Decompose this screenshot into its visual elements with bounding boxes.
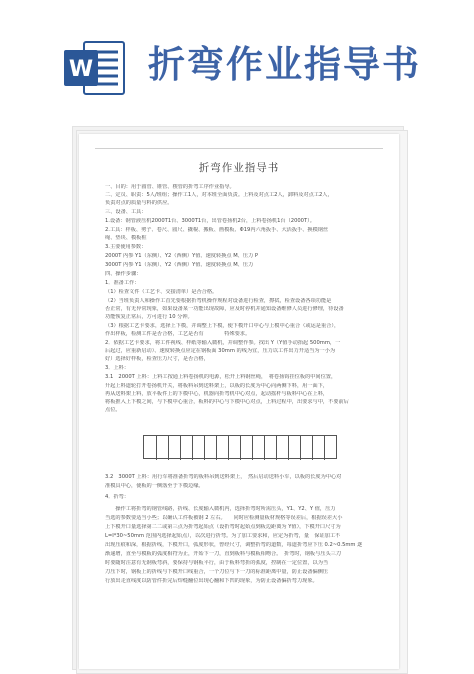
text-line: （2）当班负责人和操作工首先要根据折弯机操作规程对设备进行检查，擦拭，检查设备各项功能是 [105,298,332,304]
document-page [79,134,399,669]
word-logo-letter: W [68,57,94,82]
word-document-icon [62,38,126,98]
text-line: 4．折弯： [105,494,130,500]
diagram-tick [192,436,193,460]
diagram-tick [156,436,157,460]
text-line: 2000T 内参 Y1（东侧）、Y2（西侧）Y值、速度转换点 M、压力 P [105,253,259,259]
document-title: 折弯作业指导书 [198,162,280,174]
diagram-tick [324,436,325,460]
diagram-tick [264,436,265,460]
page-top-rule [95,148,383,149]
text-line: 3.1 2000T 上料：上料工按通上料卷扬机的电源，松开上料钢丝绳， 将卷扬钩挂位板的中间位置， [105,374,337,380]
text-line: 点位。 [105,407,121,413]
diagram-tick [300,436,301,460]
text-line: 再从送料架上料，放平板件上的下模中心，机器向折弯机中心对点，起动摇杆与板料中心在上料， [105,391,329,397]
diagram-tick [312,436,313,460]
text-line: 升起上料道轮打开卷扬机开关，将板料吊到送料架上，以板的长度为中心向两侧下料，用一面下， [105,383,329,389]
text-line: 操作工将折弯的钢管线路，折线、长度输入微机内，选择折弯时所需压头，Y1、Y2、Y 值，压力 [105,506,336,512]
text-line: 1．准备工作： [105,280,140,286]
text-line: 3000T 内参 Y1（东侧）、Y2（西侧）Y值、速度转换点 M、压力 [105,262,254,268]
page-header [0,0,474,118]
text-line: 3.2 3000T 上料：用行车将准备折弯的板料吊到送料架上， 然后启动送料小车，以板的长度为中心对 [105,474,342,480]
diagram-tick [276,436,277,460]
text-line: 后起过，应重新启动）、速度转换点应定在钢板面 30mm 的线为宜，压力以工件出力开适当为一小为 [105,348,336,354]
text-line: 2．依据工艺卡要求，将工件视线、样纸等输入微机，并调整作参。找出 Y（Y值手动抬起 500mm，一 [105,340,341,346]
text-line: 行放出走直线度以防管件折完后焊缝翻位出现心翻和下凹的现象，为防止设备偏折弯力现象。 [105,578,318,584]
text-line: 渐递增，直至与模板的弧度相符为止，开始下一刀，直到板料与模板相吻合。 折弯时，钢板与压头三刀 [105,551,342,557]
diagram-tick [288,436,289,460]
diagram-tick [204,436,205,460]
page-title: 折弯作业指导书 [148,43,421,86]
text-line: 出现压痕和深，根据折线，下模开口，弧度形状，曾经尺寸，调整折弯的道数，每道折弯应下压 0.2~0.5mm 逐 [105,542,363,548]
diagram-tick [252,436,253,460]
text-line: 一、目的：用于圆管、锥管、梭管的折弯工序作业指导。 [105,184,235,190]
text-line: 3．上料： [105,365,130,371]
text-line: L=I*30~50mm 范围内选择起始点），以次进行折弯。为了加工要求和，应定为折弯，量 保证加工不 [105,533,341,539]
text-line: （3）根据工艺卡要求，选择上下模，并调整上下模，使下模开口中心与上模中心重合（或运是重合）， [105,323,340,329]
text-line: 2.工具：样板、剪子、卷尺、圆尺、撬棍、搬板、画模板、Φ19内六角扳手、大活扳手、换模钢丝 [105,227,329,233]
text-line: 绳、垫块、模板桩 [105,235,147,241]
text-line: 上下模开口量选择第二二或第三点为折弯起始点（设折弯时起始点到板边距离为 Y值），下模开口尺寸为 [105,524,341,530]
bending-template-diagram [143,435,337,459]
text-line: 否正常，有无异常现象，如果设备某一功能出现故障，应及时停机并通知设备维修人员进行修理，待设备 [105,306,344,312]
text-line: 时要随时注意有无钢板弯斜，要保持与钢板平行，由于板料弯折的弧度，控制在一定位置，以为当 [105,560,329,566]
text-line: 四、操作步骤： [105,271,142,277]
text-line: 三、设备、工具： [105,209,147,215]
text-line: 负责对点的质量与料的供应。 [105,200,173,206]
diagram-tick [240,436,241,460]
text-line: 作出样板，检测工件是否合格，工艺是否有 特殊要求。 [105,331,251,337]
diagram-tick [168,436,169,460]
text-line: 功能恢复正常后，方可进行 10 分钟。 [105,314,193,320]
diagram-tick [180,436,181,460]
diagram-tick [228,436,229,460]
text-line: 二、定员、职责：5人/班组；操作工1人，对本班全面负责。上料及对点工2人，卸料及对点工2人， [105,192,333,198]
text-line: 刀压下时，钢板上的折线与下模开口线重合，一个刀位与下一刀的标准距离中量，防止设备偏侧压 [105,569,329,575]
text-line: 当选的参数要适当小些；以确认工件板被钢 2 左右。 同时应检测量板材规格等误差后，根据误差大小 [105,515,343,521]
text-line: 准模具中心，使板的一侧落至于下模边缘。 [105,483,204,489]
text-line: 1.设备：钢管液压机2000T1台、3000T1台，出管卷扬机2台，上料卷扬机1台（2000T）。 [105,218,315,224]
diagram-tick [216,436,217,460]
text-line: 好）选择好样板，检查压力尺寸，是否合格， [105,356,209,362]
text-line: （1）检查文件（工艺卡、交接清单）是否合格。 [105,289,218,295]
text-line: 3.主要使用参数： [105,244,147,250]
text-line: 将板推入上下模之间，与下模中心重合，板料的中心与下模中心对点，上料过程中，出要求与中，不要前后 [105,399,349,405]
